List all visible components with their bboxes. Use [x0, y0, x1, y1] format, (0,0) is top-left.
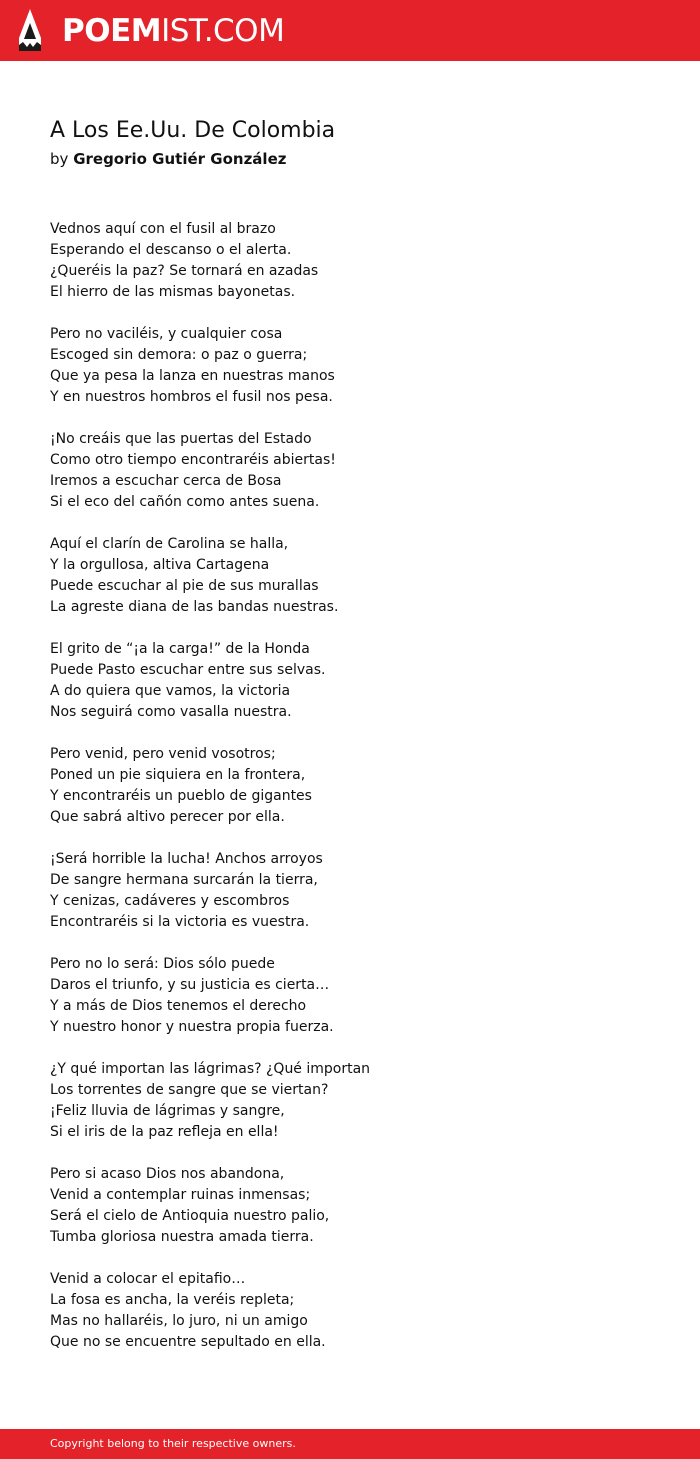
poem-line: Que ya pesa la lanza en nuestras manos: [50, 368, 335, 384]
poem-line: Aquí el clarín de Carolina se halla,: [50, 536, 289, 552]
poem-title: A Los Ee.Uu. De Colombia: [50, 118, 336, 143]
poem-line: Poned un pie siquiera en la frontera,: [50, 767, 306, 783]
poem-line: El grito de “¡a la carga!” de la Honda: [50, 641, 310, 657]
poem-line: ¡No creáis que las puertas del Estado: [50, 431, 312, 447]
poem-stanza: [50, 1059, 670, 1143]
logo-text-light: IST.COM: [161, 13, 285, 49]
poem-line: Daros el triunfo, y su justicia es cierta…: [50, 977, 330, 993]
poem-line: Puede escuchar al pie de sus murallas: [50, 578, 319, 594]
poem-line: ¡Feliz lluvia de lágrimas y sangre,: [50, 1103, 285, 1119]
poem-line: Pero si acaso Dios nos abandona,: [50, 1166, 285, 1182]
footer-copyright: Copyright belong to their respective owners.: [50, 1437, 296, 1450]
poem-stanza: [50, 534, 670, 618]
site-logo[interactable]: [62, 11, 284, 51]
poem-line: ¿Queréis la paz? Se tornará en azadas: [50, 263, 319, 279]
poem-line: ¿Y qué importan las lágrimas? ¿Qué importan: [50, 1061, 371, 1077]
poem-stanza: [50, 744, 670, 828]
poem-line: Que no se encuentre sepultado en ella.: [50, 1334, 326, 1350]
poem-line: De sangre hermana surcarán la tierra,: [50, 872, 318, 888]
poem-line: Venid a contemplar ruinas inmensas;: [50, 1187, 311, 1203]
poem-line: Si el iris de la paz refleja en ella!: [50, 1124, 279, 1140]
poem-line: Como otro tiempo encontraréis abiertas!: [50, 452, 336, 468]
poem-line: Y nuestro honor y nuestra propia fuerza.: [50, 1019, 334, 1035]
poem-line: Pero no vaciléis, y cualquier cosa: [50, 326, 283, 342]
poem-stanza: [50, 1269, 670, 1353]
byline: [50, 148, 286, 170]
poem-line: Y a más de Dios tenemos el derecho: [50, 998, 307, 1014]
poem-line: Pero no lo será: Dios sólo puede: [50, 956, 275, 972]
poem-line: La fosa es ancha, la veréis repleta;: [50, 1292, 295, 1308]
logo-text-bold: POEM: [62, 13, 162, 49]
poem-line: Y cenizas, cadáveres y escombros: [50, 893, 290, 909]
poem-stanza: [50, 1164, 670, 1248]
poem-line: Escoged sin demora: o paz o guerra;: [50, 347, 308, 363]
poem-line: Mas no hallaréis, lo juro, ni un amigo: [50, 1313, 308, 1329]
poem-line: Nos seguirá como vasalla nuestra.: [50, 704, 292, 720]
poem-line: Si el eco del cañón como antes suena.: [50, 494, 320, 510]
poem-line: ¡Será horrible la lucha! Anchos arroyos: [50, 851, 323, 867]
poem-line: Y encontraréis un pueblo de gigantes: [50, 788, 312, 804]
poem-line: Y en nuestros hombros el fusil nos pesa.: [50, 389, 333, 405]
poem-line: A do quiera que vamos, la victoria: [50, 683, 291, 699]
poem-stanza: [50, 219, 670, 303]
poem-line: Los torrentes de sangre que se viertan?: [50, 1082, 329, 1098]
byline-label: by: [50, 150, 69, 168]
poem-line: Que sabrá altivo perecer por ella.: [50, 809, 285, 825]
poem-stanza: [50, 849, 670, 933]
poem-stanza: [50, 954, 670, 1038]
poem-line: Iremos a escuchar cerca de Bosa: [50, 473, 282, 489]
poem-line: Esperando el descanso o el alerta.: [50, 242, 292, 258]
pen-nib-icon[interactable]: [18, 9, 42, 51]
poem-line: La agreste diana de las bandas nuestras.: [50, 599, 339, 615]
poem-line: Pero venid, pero venid vosotros;: [50, 746, 276, 762]
poem-stanza: [50, 429, 670, 513]
poem-author[interactable]: Gregorio Gutiér González: [73, 150, 287, 168]
poem-stanza: [50, 639, 670, 723]
site-footer: [0, 1429, 700, 1459]
poem-line: Puede Pasto escuchar entre sus selvas.: [50, 662, 326, 678]
poem-line: El hierro de las mismas bayonetas.: [50, 284, 296, 300]
poem-line: Encontraréis si la victoria es vuestra.: [50, 914, 310, 930]
poem-body: [50, 219, 670, 1374]
poem-line: Vednos aquí con el fusil al brazo: [50, 221, 276, 237]
poem-line: Tumba gloriosa nuestra amada tierra.: [50, 1229, 314, 1245]
poem-line: Y la orgullosa, altiva Cartagena: [50, 557, 270, 573]
poem-line: Será el cielo de Antioquia nuestro palio,: [50, 1208, 330, 1224]
poem-stanza: [50, 324, 670, 408]
site-header: [0, 0, 700, 61]
poem-line: Venid a colocar el epitafio…: [50, 1271, 246, 1287]
